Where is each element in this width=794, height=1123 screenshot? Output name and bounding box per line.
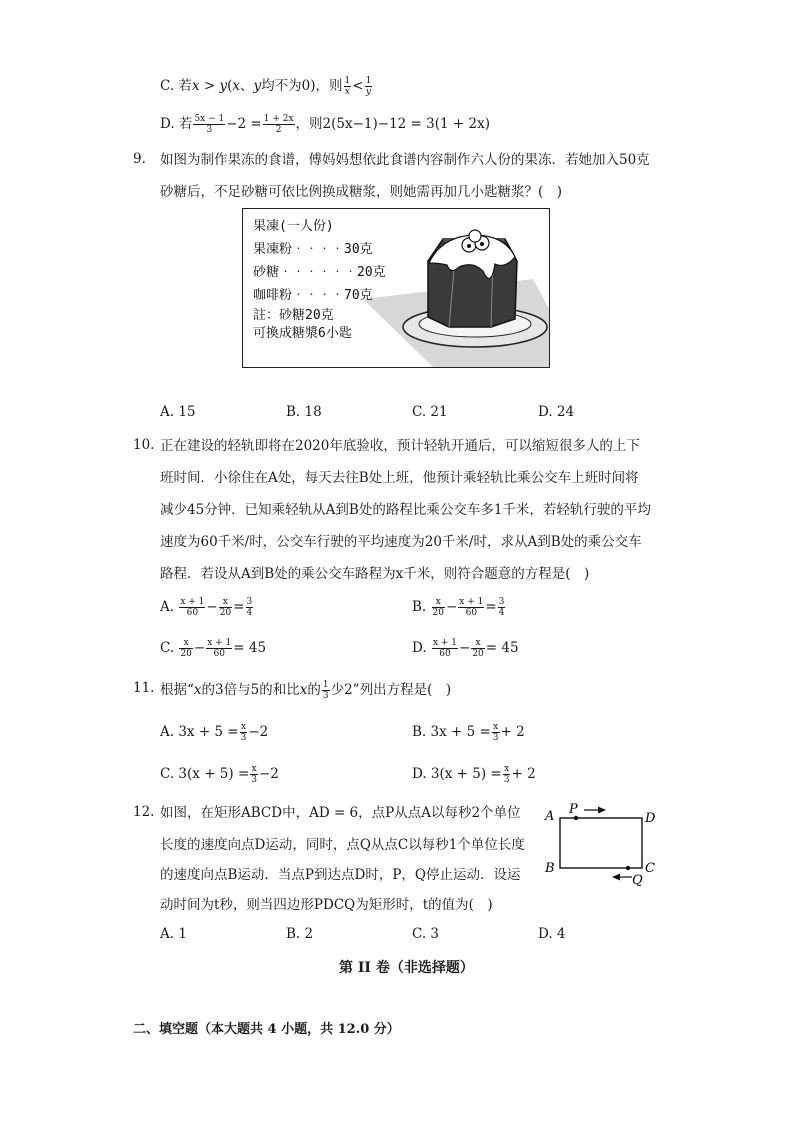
q9-text-line1: 如图为制作果冻的食谱，傅妈妈想依此食谱内容制作六人份的果冻．若她加入50克 — [160, 152, 650, 168]
q10-text-line2: 班时间．小徐住在A处，每天去往B处上班，他预计乘轻轨比乘公交车上班时间将 — [160, 470, 639, 486]
q11-option-d: D. 3(x + 5) = $\frac{x}{3}$ + 2 — [412, 764, 536, 785]
q11-option-a: A. 3x + 5 = $\frac{x}{3}$ −2 — [160, 722, 269, 743]
q12-text-line1: 如图，在矩形ABCD中，AD = 6，点P从点A以每秒2个单位 — [160, 805, 521, 821]
q11-text-line1: 根据“x的3倍与5的和比x的 $\frac{1}{3}$ 少2”列出方程是( ) — [160, 680, 452, 701]
arrow-right-icon — [598, 807, 606, 814]
label-a: A — [545, 809, 555, 824]
q9-option-d: D. 24 — [538, 404, 575, 420]
q10-text-line5: 路程．若设从A到B处的乘公交车路程为x千米，则符合题意的方程是( ) — [160, 566, 590, 582]
q10-text-line1: 正在建设的轻轨即将在2020年底验收，预计轻轨开通后，可以缩短很多人的上下 — [160, 438, 640, 454]
q10-text-line4: 速度为60千米/时，公交车行驶的平均速度为20千米/时，求从A到B处的乘公交车 — [160, 534, 642, 550]
recipe-note-line2: 可換成糖漿6小匙 — [253, 326, 352, 341]
recipe-item-coffee-powder: 咖啡粉‧‧‧‧70克 — [253, 288, 373, 303]
q8-option-c: C. 若x > y(x、y均不为0)，则 $\frac{1}{x}$ < $\frac{1}{y}$ — [160, 76, 372, 97]
recipe-note-line1: 註：砂糖20克 — [253, 308, 334, 323]
q10-option-d: D. $\frac{x + 1}{60}$ − $\frac{x}{20}$ = 45 — [412, 638, 519, 659]
q8-option-d: D. 若 $\frac{5x - 1}{3}$ −2 = $\frac{1 + 2x}{2}$ ，则2(5x−1)−12 = 3(1 + 2x) — [160, 114, 490, 135]
jelly-recipe-figure — [242, 208, 550, 368]
label-c: C — [645, 861, 655, 876]
q10-text-line3: 减少45分钟．已知乘轻轨从A到B处的路程比乘公交车多1千米，若轻轨行驶的平均 — [160, 502, 651, 518]
arrow-left-icon — [612, 874, 620, 881]
q9-option-a: A. 15 — [160, 404, 196, 420]
label-b: B — [545, 861, 555, 876]
label-d: D — [645, 811, 656, 826]
q11-option-b: B. 3x + 5 = $\frac{x}{3}$ + 2 — [412, 722, 525, 743]
q9-number: 9. — [133, 151, 146, 167]
recipe-text — [253, 215, 386, 343]
q12-text-line3: 的速度向点B运动．当点P到达点D时，P，Q停止运动．设运 — [160, 867, 521, 883]
label-p: P — [569, 802, 578, 817]
q12-option-c: C. 3 — [412, 926, 440, 942]
rectangle-abcd — [560, 818, 642, 868]
q10-option-c: C. $\frac{x}{20}$ − $\frac{x + 1}{60}$ = 45 — [160, 638, 267, 659]
q9-option-c: C. 21 — [412, 404, 448, 420]
q12-option-b: B. 2 — [286, 926, 314, 942]
q10-option-a: A. $\frac{x + 1}{60}$ − $\frac{x}{20}$ = $\frac{3}{4}$ — [160, 597, 253, 618]
recipe-title: 果凍(一人份) — [253, 219, 334, 234]
part2-title: 第 II 卷（非选择题） — [339, 960, 474, 976]
q12-option-a: A. 1 — [160, 926, 187, 942]
q9-option-b: B. 18 — [286, 404, 322, 420]
point-q — [626, 866, 630, 870]
q11-option-c: C. 3(x + 5) = $\frac{x}{3}$ −2 — [160, 764, 279, 785]
rectangle-abcd-figure — [540, 800, 670, 888]
label-q: Q — [632, 873, 643, 888]
q12-number: 12. — [133, 804, 155, 820]
q12-option-d: D. 4 — [538, 926, 566, 942]
recipe-item-sugar: 砂糖‧‧‧‧‧‧20克 — [253, 265, 386, 280]
q11-number: 11. — [133, 680, 155, 696]
q12-text-line4: 动时间为t秒，则当四边形PDCQ为矩形时，t的值为( ) — [160, 897, 493, 913]
q9-text-line2: 砂糖后，不足砂糖可依比例换成糖浆，则她需再加几小匙糖浆？( ) — [160, 184, 563, 200]
q12-text-line2: 长度的速度向点D运动，同时，点Q从点C以每秒1个单位长度 — [160, 837, 525, 853]
section2-heading: 二、填空题（本大题共 4 小题，共 12.0 分） — [133, 1022, 400, 1037]
q10-number: 10. — [133, 437, 155, 453]
recipe-item-jelly-powder: 果凍粉‧‧‧‧30克 — [253, 242, 373, 257]
q10-option-b: B. $\frac{x}{20}$ − $\frac{x + 1}{60}$ = $\frac{3}{4}$ — [412, 597, 505, 618]
